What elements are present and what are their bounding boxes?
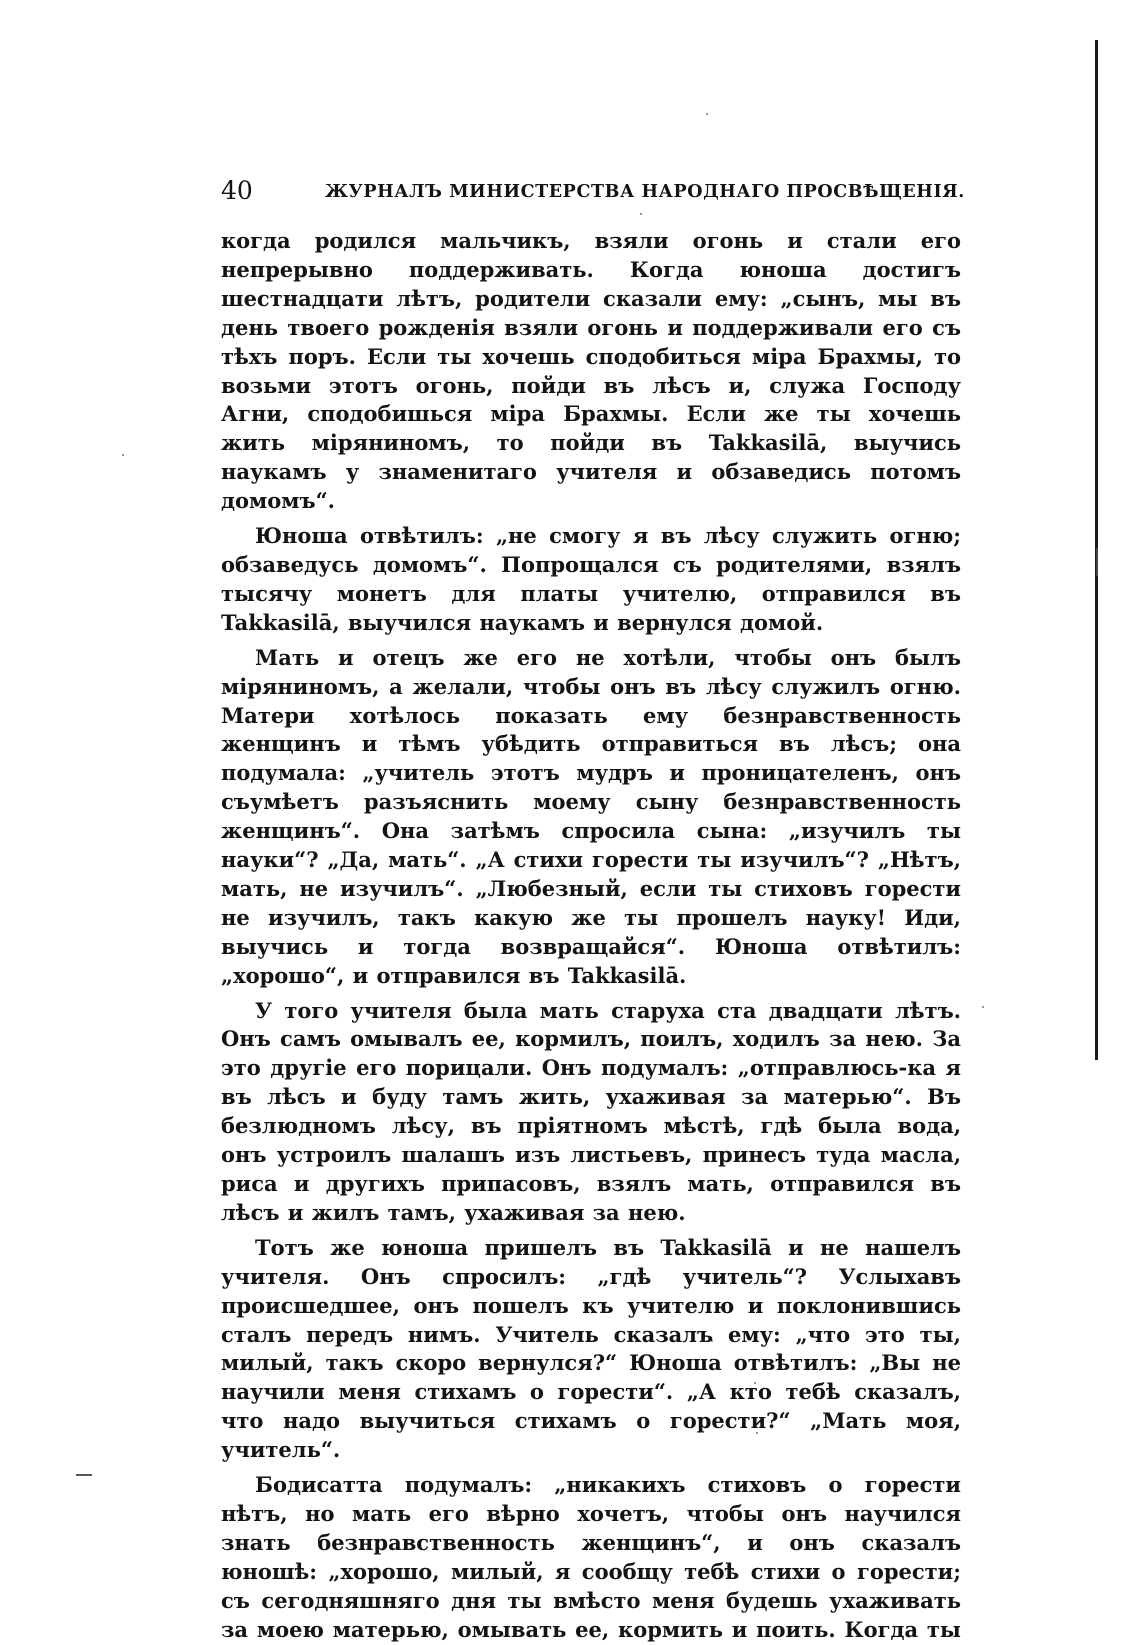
paragraph: Бодисатта подумалъ: „никакихъ стиховъ о горести нѣтъ, но мать его вѣрно хочетъ, чтобы онъ научился знать безнравственность женщинъ“, и онъ сказалъ юношѣ: „хорошо, милый, я сообщу тебѣ стихи о горести; съ сегодняшняго дня ты вмѣсто меня будешь ухаживать за моею матерью, омывать ее, кормить и поить. Когда ты [221, 1472, 961, 1642]
paragraph: когда родился мальчикъ, взяли огонь и стали его непрерывно поддерживать. Когда юноша достигъ шестнадцати лѣтъ, родители сказали ему: „сынъ, мы въ день твоего рожденія взяли огонь и поддерживали его съ тѣхъ поръ. Если ты хочешь сподобиться міра Брахмы, то возьми этотъ огонь, пойди въ лѣсъ и, служа Господу Агни, сподобишься міра Брахмы. Если же ты хочешь жить міряниномъ, то пойди въ Takkasilā, выучись наукамъ у знаменитаго учителя и обзаведись потомъ домомъ“. [221, 228, 961, 514]
print-speck [706, 113, 708, 115]
paragraph: У того учителя была мать старуха ста двадцати лѣтъ. Онъ самъ омывалъ ее, кормилъ, поилъ, ходилъ за нею. За это другіе его порицали. Онъ подумалъ: „отправлюсь-ка я въ лѣсъ и буду тамъ жить, ухаживая за матерью“. Въ безлюдномъ лѣсу, въ пріятномъ мѣстѣ, гдѣ была вода, онъ устроилъ шалашъ изъ листьевъ, принесъ туда масла, риса и другихъ припасовъ, взялъ мать, отправился въ лѣсъ и жилъ тамъ, ухаживая за нею. [221, 997, 961, 1225]
margin-dash [76, 1474, 92, 1476]
page-header [221, 176, 965, 212]
paragraph: Юноша отвѣтилъ: „не смогу я въ лѣсу служить огню; обзаведусь домомъ“. Попрощался съ родителями, взялъ тысячу монетъ для платы учителю, отправился въ Takkasilā, выучился наукамъ и вернулся домой. [221, 523, 961, 635]
body-text [221, 227, 961, 1645]
print-speck [640, 213, 642, 215]
page-number: 40 [221, 176, 253, 205]
paragraph: Тотъ же юноша пришелъ въ Takkasilā и не нашелъ учителя. Онъ спросилъ: „гдѣ учитель“? Услыхавъ происшедшее, онъ пошелъ къ учителю и поклонившись сталъ передъ нимъ. Учитель сказалъ ему: „что это ты, милый, такъ скоро вернулся?“ Юноша отвѣтилъ: „Вы не научили меня стихамъ о горести“. „А кто тебѣ сказалъ, что надо выучиться стихамъ о горести?“ „Мать моя, учитель“. [221, 1234, 961, 1463]
paragraph: Мать и отецъ же его не хотѣли, чтобы онъ былъ міряниномъ, а желали, чтобы онъ въ лѣсу служилъ огню. Матери хотѣлось показать ему безнравственность женщинъ и тѣмъ убѣдить отправиться въ лѣсъ; она подумала: „учитель этотъ мудръ и проницателенъ, онъ съумѣетъ разъяснить моему сыну безнравственность женщинъ“. Она затѣмъ спросила сына: „изучилъ ты науки“? „Да, мать“. „А стихи горести ты изучилъ“? „Нѣтъ, мать, не изучилъ“. „Любезный, если ты стиховъ горести не изучилъ, такъ какую же ты прошелъ науку! Иди, выучись и тогда возвращайся“. Юноша отвѣтилъ: „хорошо“, и отправился въ Takkasilā. [221, 644, 961, 988]
print-speck [982, 1006, 984, 1008]
margin-mark [1096, 548, 1098, 576]
print-speck [122, 454, 124, 456]
running-head: ЖУРНАЛЪ МИНИСТЕРСТВА НАРОДНАГО ПРОСВѢЩЕНІЯ. [325, 182, 965, 202]
